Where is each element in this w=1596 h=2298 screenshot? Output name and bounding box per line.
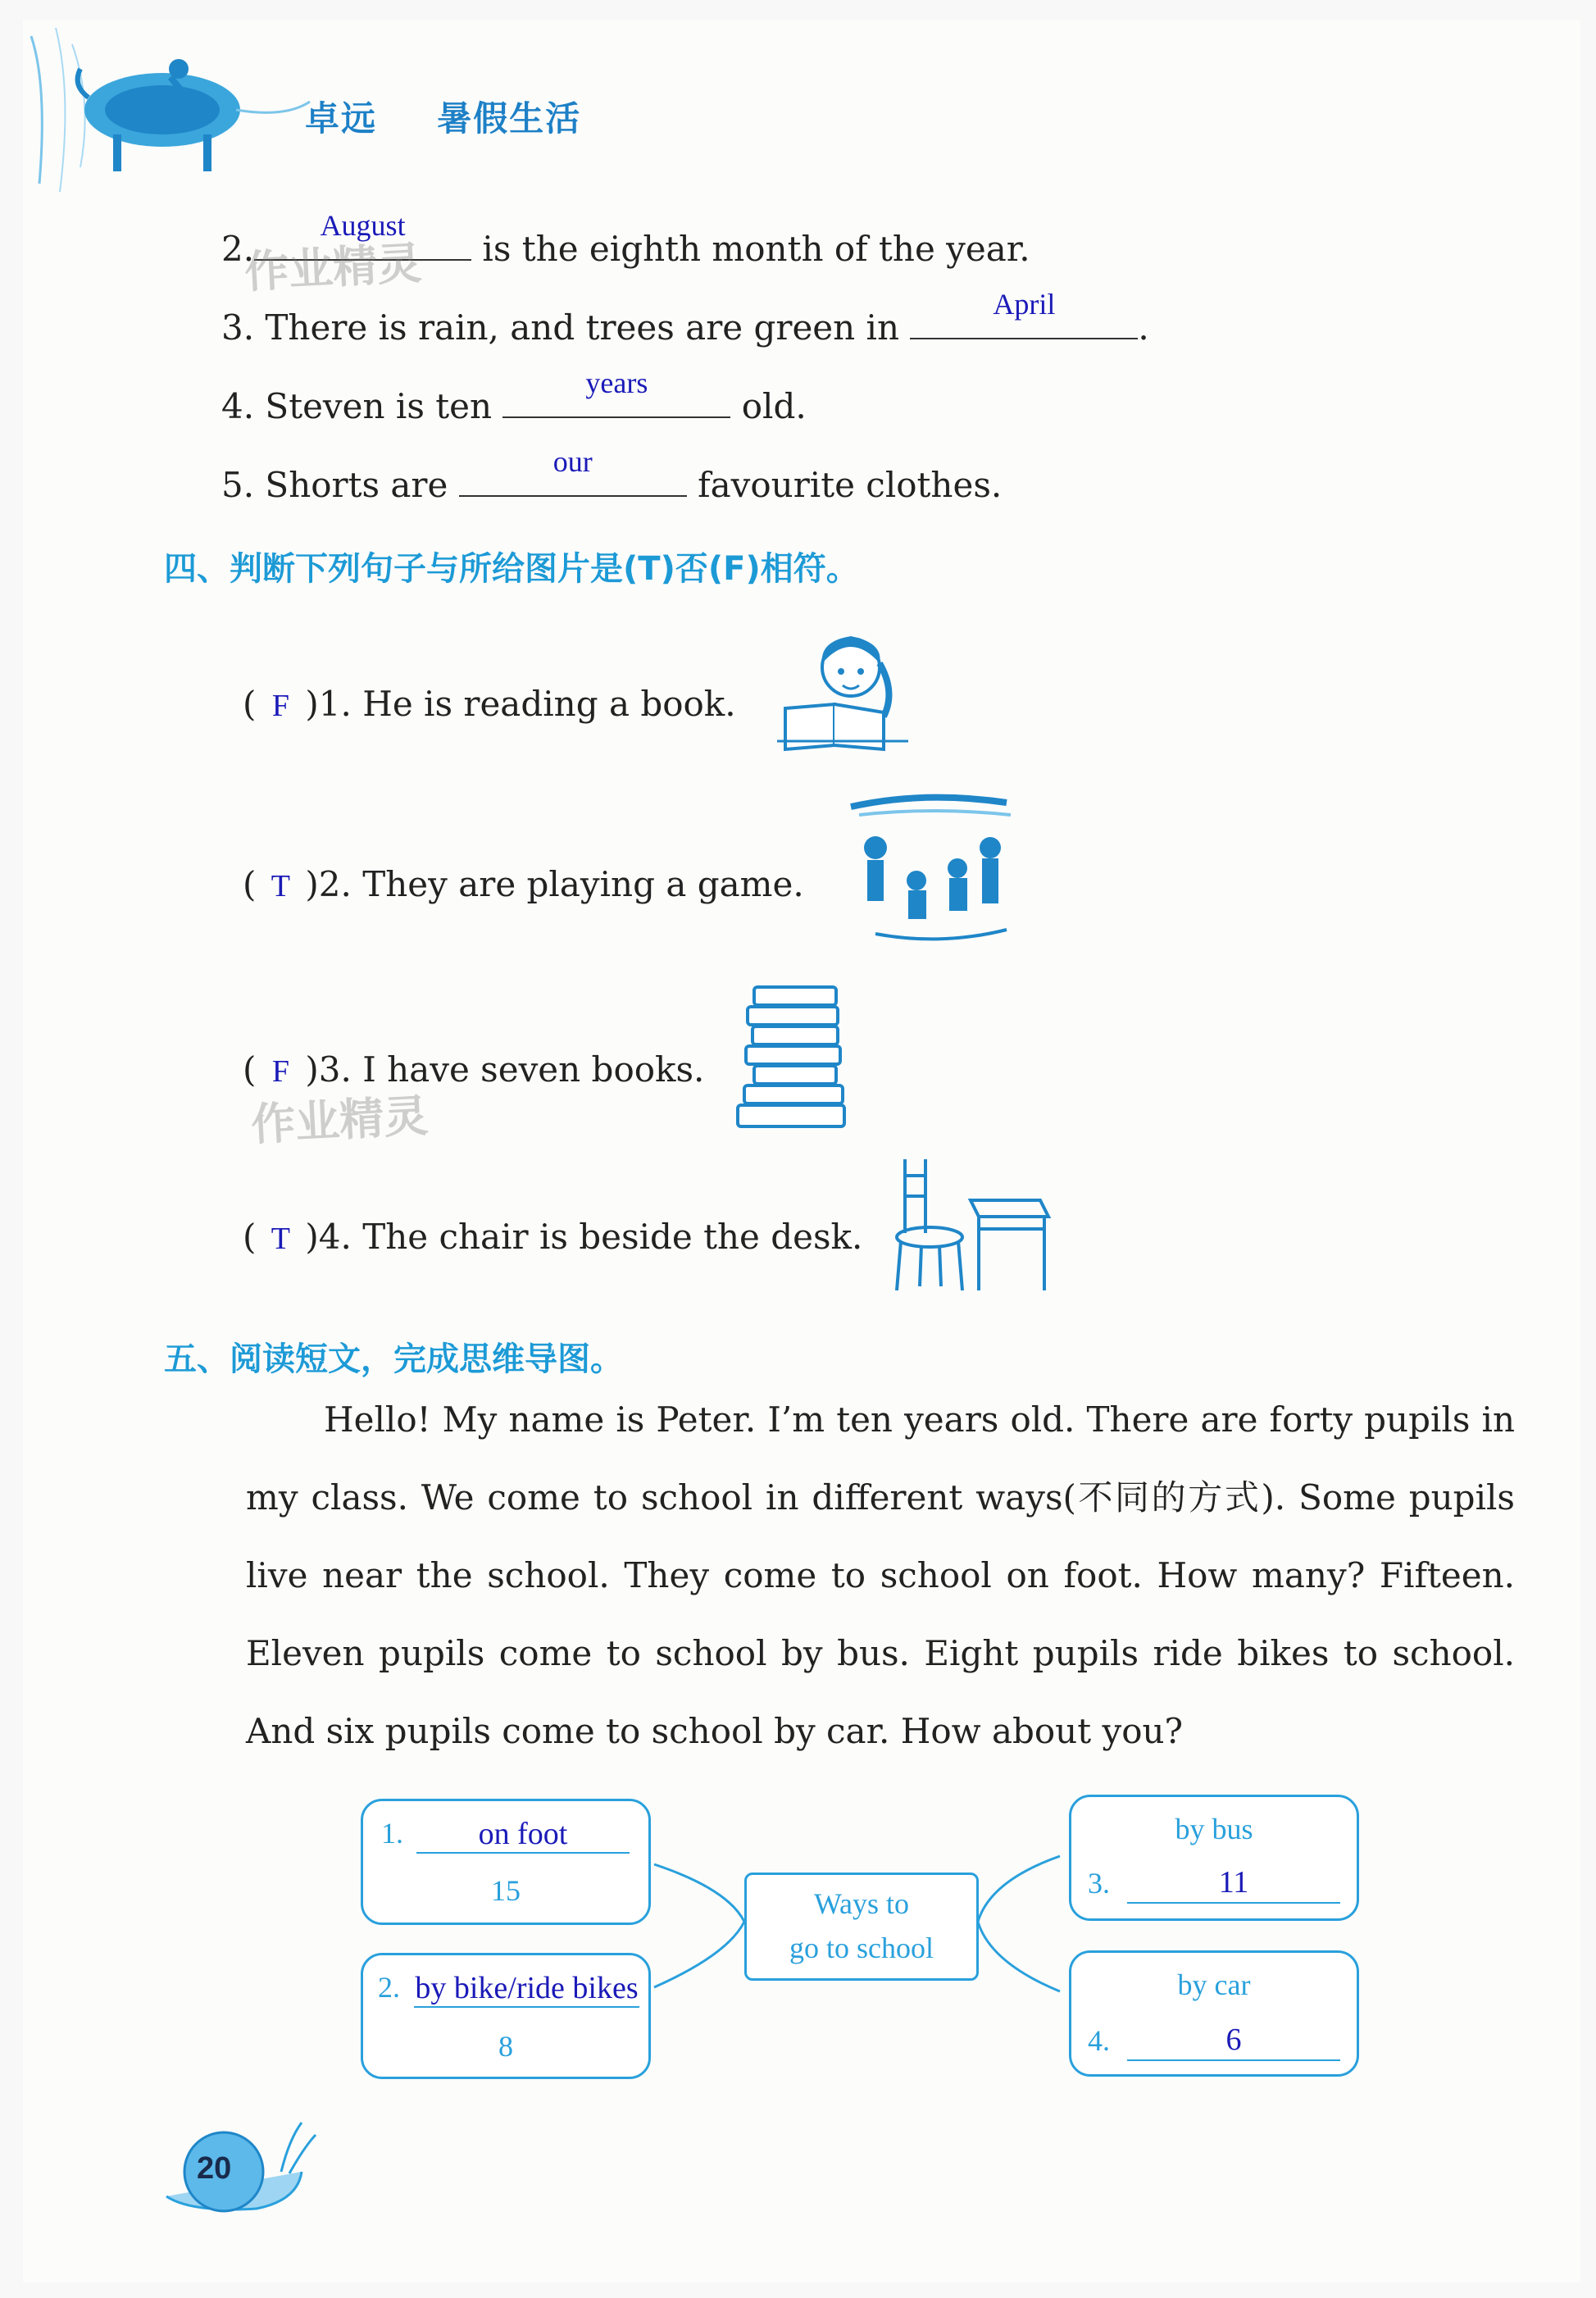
tf-answer: T — [271, 869, 290, 903]
box-number: 2. — [378, 1971, 400, 2004]
box-answer: 11 — [1218, 1865, 1249, 1900]
judge-item-2: ( T )2. They are playing a game. — [243, 864, 804, 904]
box-label: by car — [1177, 1968, 1251, 2001]
header-title — [305, 92, 581, 141]
book-stack-picture — [730, 979, 861, 1143]
judge-item-3: ( F )3. I have seven books. — [243, 1049, 705, 1090]
sentence-tail: old. — [730, 386, 807, 426]
box-label: by bus — [1175, 1813, 1253, 1845]
children-playing-picture — [843, 790, 1031, 962]
judge-sentence: )2. They are playing a game. — [305, 864, 804, 904]
fill-item-5 — [221, 445, 1003, 505]
section5-title: 五、阅读短文，完成思维导图。 — [164, 1340, 623, 1378]
answer-text: August — [320, 209, 406, 242]
answer-text: April — [993, 288, 1056, 321]
judge-item-1: ( F )1. He is reading a book. — [243, 684, 736, 724]
box-number: 4. — [1088, 2024, 1110, 2057]
answer-blank — [910, 288, 1138, 339]
header-subtitle: 暑假生活 — [437, 98, 582, 139]
fill-item-4 — [221, 366, 807, 426]
item-number: 2. — [221, 229, 255, 269]
reading-passage: Hello! My name is Peter. I’m ten years old. There are forty pupils in my class. We come to school in different ways(不同的方式). Some pupils live near the school. They come to school on foot. How many? Fifteen. Eleven pupils come to school by bus. Eight pupils ride bikes to school. And six pupils come to school by car. How about you? — [246, 1399, 1515, 1751]
box-count: 8 — [498, 2030, 513, 2063]
box-number: 3. — [1088, 1867, 1110, 1900]
watermark: 作业精灵 — [249, 1090, 430, 1151]
sentence-tail: is the eighth month of the year. — [471, 229, 1030, 269]
chair-desk-picture — [889, 1151, 1053, 1299]
sentence-head: 5. Shorts are — [221, 465, 459, 505]
section4-title: 四、判断下列句子与所给图片是(T)否(F)相符。 — [164, 550, 859, 588]
girl-reading-picture — [769, 626, 916, 758]
mindmap-box-2 — [361, 1953, 651, 2079]
sentence-head: 3. There is rain, and trees are green in — [221, 307, 911, 348]
tf-answer: F — [271, 689, 289, 723]
answer-blank — [502, 366, 730, 418]
answer-text: years — [585, 366, 648, 399]
box-count: 15 — [491, 1874, 521, 1907]
judge-sentence: )1. He is reading a book. — [305, 684, 736, 724]
mindmap-box-3 — [1069, 1795, 1359, 1921]
mindmap-box-4 — [1069, 1950, 1359, 2077]
box-answer: 6 — [1225, 2023, 1242, 2057]
sentence-tail: . — [1138, 307, 1149, 348]
answer-blank — [459, 445, 687, 497]
page — [23, 20, 1580, 2282]
judge-sentence: )4. The chair is beside the desk. — [305, 1217, 863, 1257]
judge-sentence: )3. I have seven books. — [305, 1049, 705, 1090]
box-underline — [1127, 2059, 1340, 2061]
answer-text: our — [552, 445, 593, 478]
mindmap-box-1 — [361, 1799, 651, 1925]
header-brand: 卓远 — [305, 98, 378, 139]
box-answer: on foot — [478, 1817, 568, 1851]
center-line-2: go to school — [789, 1932, 934, 1964]
buffalo-rider-illustration — [23, 20, 318, 200]
box-underline — [1127, 1902, 1340, 1904]
judge-item-4: ( T )4. The chair is beside the desk. — [243, 1217, 863, 1257]
box-answer: by bike/ride bikes — [415, 1971, 639, 2005]
mindmap-center-box — [744, 1873, 979, 1981]
snail-icon — [158, 2106, 322, 2221]
sentence-tail: favourite clothes. — [686, 465, 1003, 505]
watermark: 作业精灵 — [243, 237, 423, 298]
tf-answer: T — [271, 1222, 290, 1256]
sentence-head: 4. Steven is ten — [221, 386, 503, 426]
fill-item-3 — [221, 288, 1149, 348]
tf-answer: F — [271, 1054, 289, 1089]
box-number: 1. — [381, 1817, 403, 1850]
center-line-1: Ways to — [813, 1887, 910, 1920]
box-underline — [416, 1852, 630, 1854]
page-number: 20 — [197, 2151, 232, 2186]
box-underline — [414, 2006, 639, 2008]
